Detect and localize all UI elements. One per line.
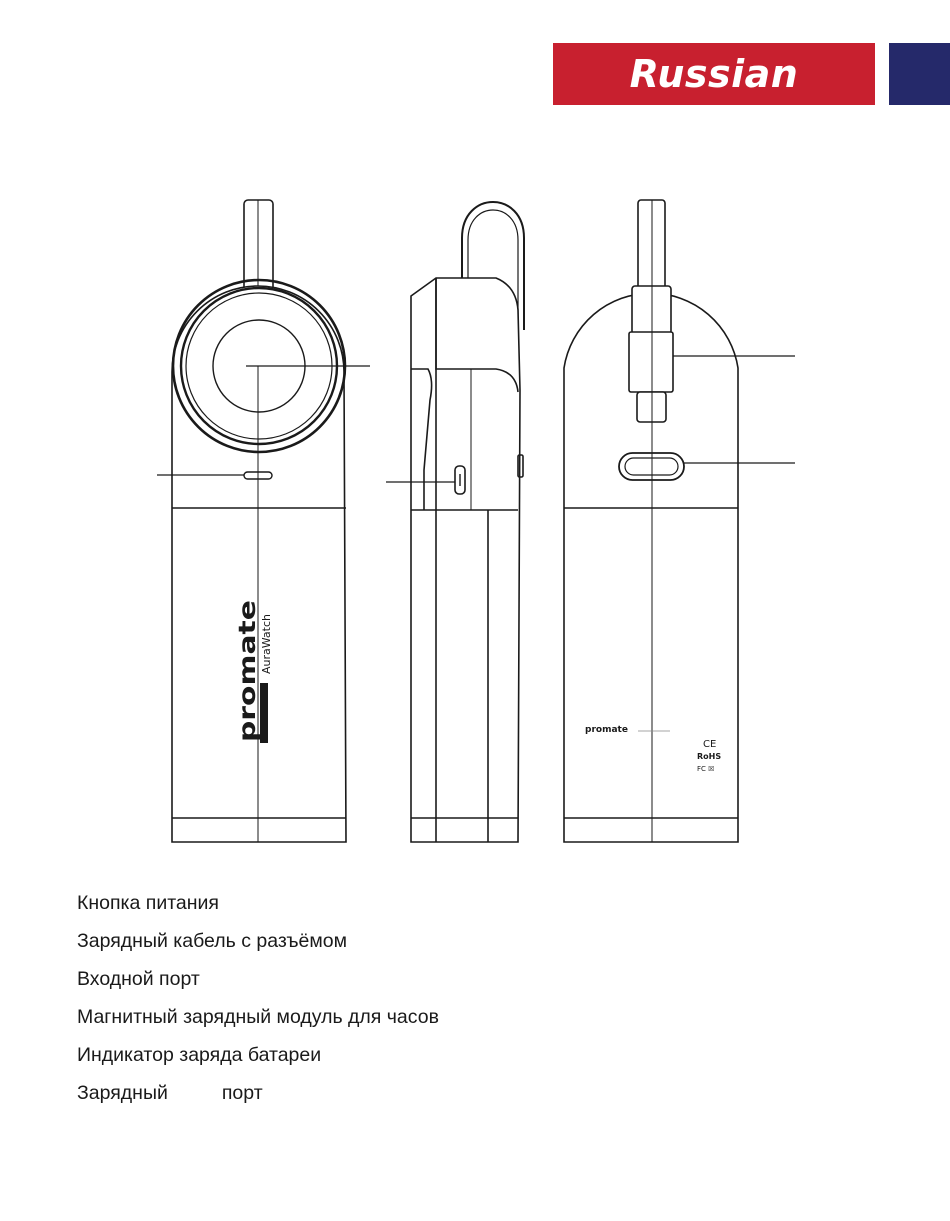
power-button-side [518,455,523,477]
product-name: AuraWatch [260,613,273,674]
legend-item-battery-indicator: Индикатор заряда батареи [77,1044,322,1066]
side-view [411,202,524,842]
legend-item-power-button: Кнопка питания [77,892,219,914]
parts-legend [77,890,439,1118]
front-view [172,200,346,842]
language-label: Russian [629,52,799,96]
charging-connector [629,332,673,392]
legend-item-charging-cable: Зарядный кабель с разъёмом [77,930,348,952]
svg-text:promate: promate [235,632,261,742]
legend-item-input-port: Входной порт [77,968,200,990]
front-body [172,286,346,842]
legend-item-charging-port [77,1080,439,1118]
legend-item-charging-port-part1: Зарядный [77,1082,168,1104]
back-brand-logo: promate [585,725,628,735]
ce-mark: CE [703,739,717,750]
fcc-weee-marks: FC ☒ [697,765,715,773]
legend-item-charging-port-part2: порт [221,1082,263,1104]
side-body [411,278,520,842]
legend-item-magnetic-module: Магнитный зарядный модуль для часов [77,1006,439,1028]
rohs-mark: RoHS [697,752,722,761]
back-view [564,200,738,842]
